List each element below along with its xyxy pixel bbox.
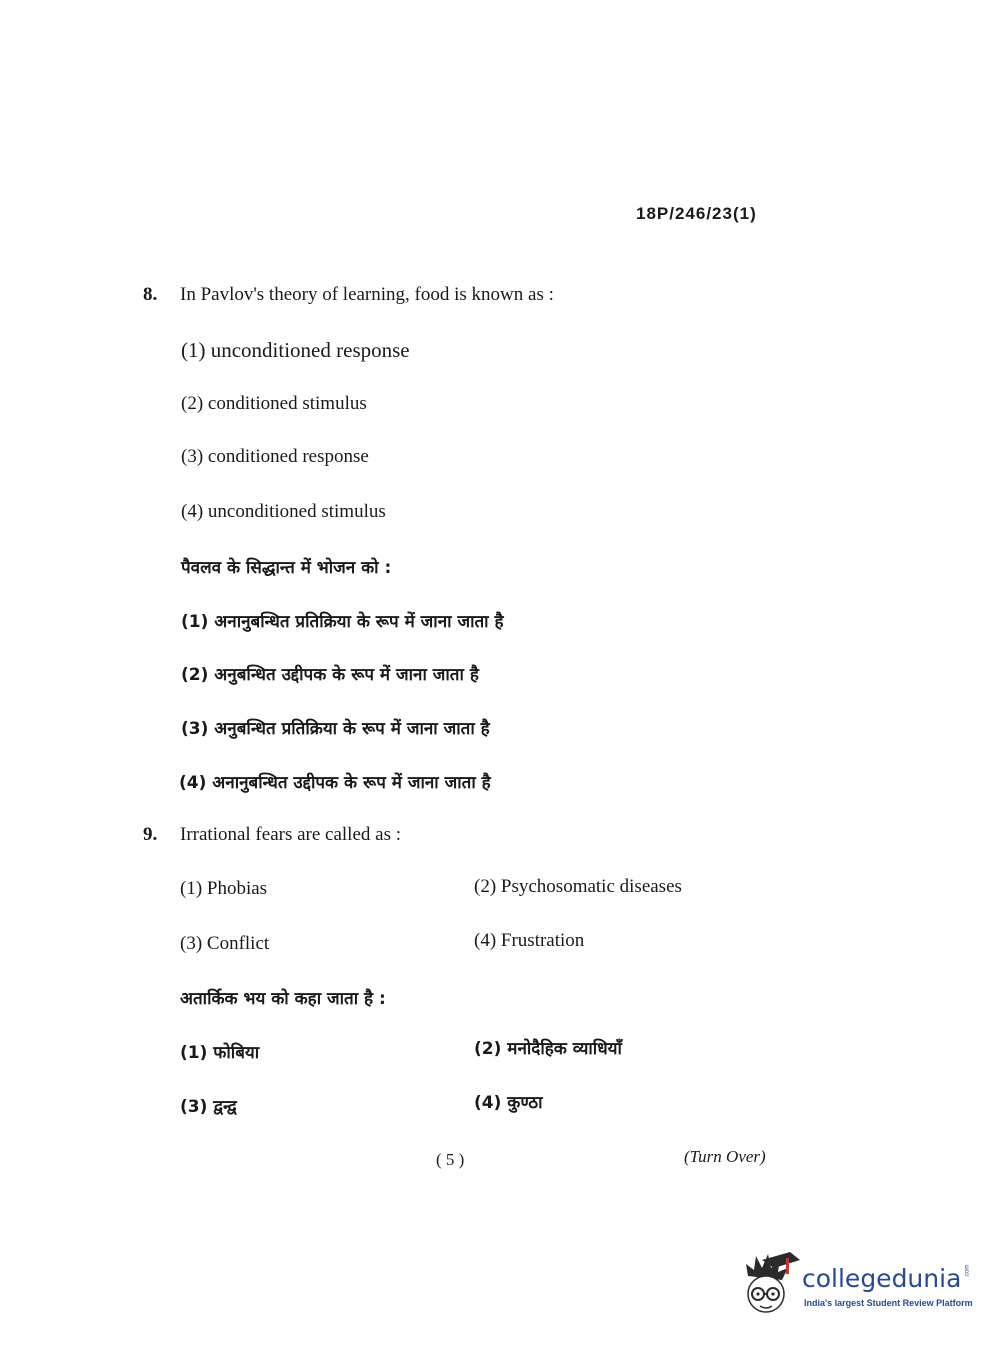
option-hi-2: (2) मनोदैहिक व्याधियाँ bbox=[474, 1039, 622, 1059]
option-en-2: (2) conditioned stimulus bbox=[181, 393, 367, 414]
option-en-4: (4) Frustration bbox=[474, 930, 585, 951]
brand-tagline: India's largest Student Review Platform bbox=[804, 1298, 973, 1308]
option-hi-4: (4) अनानुबन्धित उद्दीपक के रूप में जाना जाता है bbox=[179, 773, 491, 793]
mascot-logo-icon bbox=[740, 1250, 800, 1316]
option-en-2: (2) Psychosomatic diseases bbox=[474, 876, 682, 897]
turn-over-note: (Turn Over) bbox=[684, 1147, 766, 1166]
option-en-3: (3) conditioned response bbox=[181, 446, 369, 467]
option-hi-4: (4) कुण्ठा bbox=[474, 1093, 543, 1113]
option-hi-1: (1) अनानुबन्धित प्रतिक्रिया के रूप में जाना जाता है bbox=[181, 612, 504, 632]
option-en-1: (1) Phobias bbox=[180, 878, 268, 899]
option-hi-1: (1) फोबिया bbox=[180, 1043, 260, 1063]
option-en-3: (3) Conflict bbox=[180, 933, 270, 954]
brand-suffix: .com bbox=[964, 1264, 971, 1278]
question-text-hindi: पैवलव के सिद्धान्त में भोजन को : bbox=[181, 558, 392, 578]
question-text: In Pavlov's theory of learning, food is known as : bbox=[180, 284, 554, 305]
brand-name: collegedunia bbox=[802, 1264, 962, 1293]
option-en-1: (1) unconditioned response bbox=[181, 338, 410, 362]
page-number: ( 5 ) bbox=[436, 1150, 465, 1169]
option-hi-3: (3) द्वन्द्व bbox=[180, 1097, 237, 1117]
question-text: Irrational fears are called as : bbox=[180, 824, 402, 845]
option-hi-3: (3) अनुबन्धित प्रतिक्रिया के रूप में जाना जाता है bbox=[181, 719, 490, 739]
collegedunia-watermark bbox=[740, 1250, 980, 1320]
question-number: 8. bbox=[143, 284, 158, 305]
option-en-4: (4) unconditioned stimulus bbox=[181, 501, 386, 522]
question-number: 9. bbox=[143, 824, 158, 845]
option-hi-2: (2) अनुबन्धित उद्दीपक के रूप में जाना जाता है bbox=[181, 665, 479, 685]
paper-code: 18P/246/23(1) bbox=[636, 204, 757, 223]
question-text-hindi: अतार्किक भय को कहा जाता है : bbox=[180, 989, 386, 1009]
